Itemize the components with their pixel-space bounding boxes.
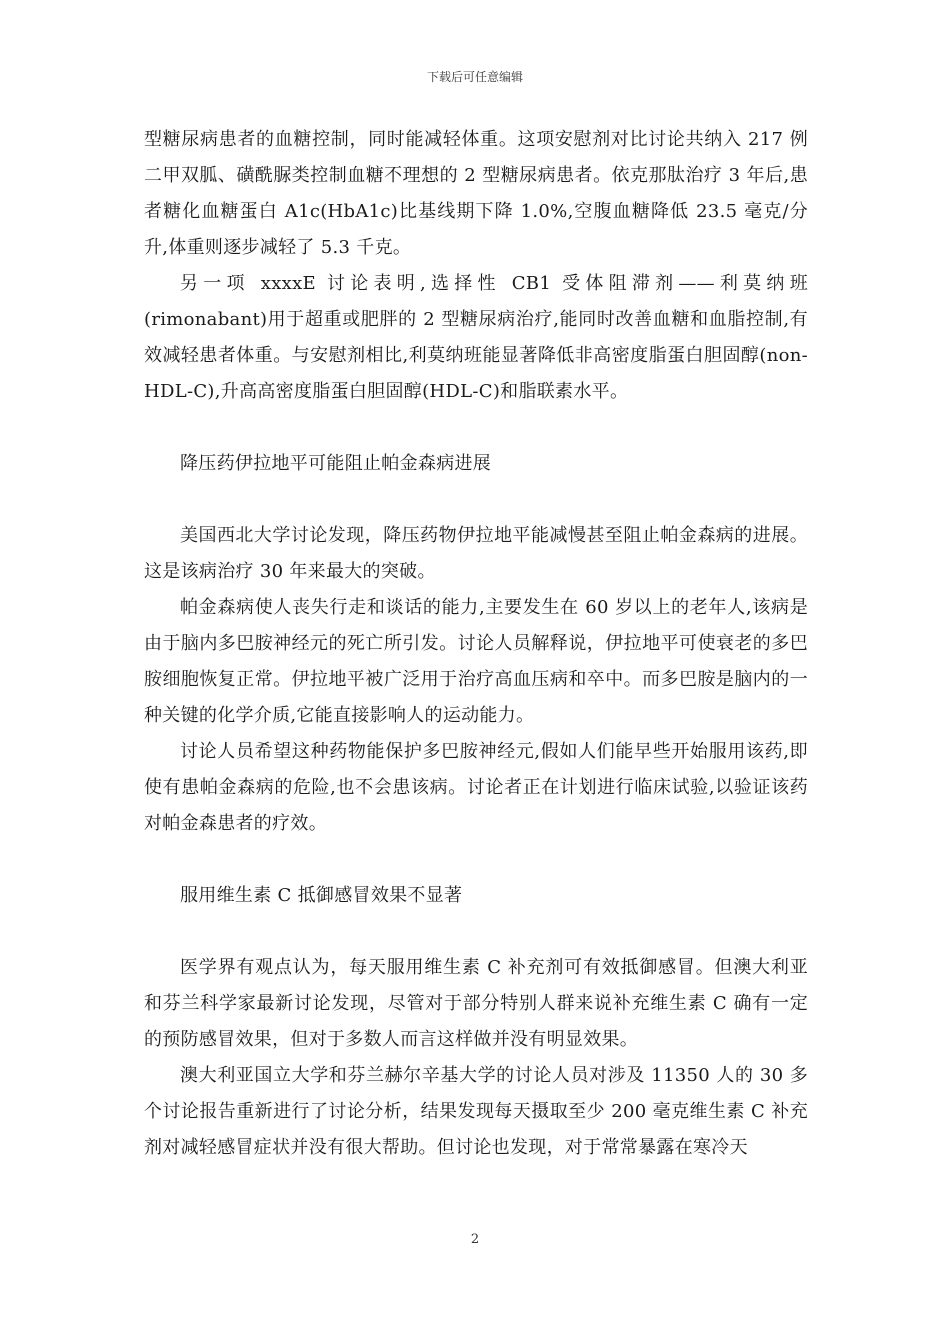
- section-title-vitamin-c: 服用维生素 C 抵御感冒效果不显著: [180, 885, 463, 906]
- page-header: 下载后可任意编辑: [426, 70, 523, 84]
- document-body: [144, 122, 808, 1166]
- paragraph-rimonabant: 另一项 xxxxE 讨论表明,选择性 CB1 受体阻滞剂——利莫纳班(rimonabant)用于超重或肥胖的 2 型糖尿病治疗,能同时改善血糖和血脂控制,有效减轻患者体重。与安慰剂相比,利莫纳班能显著降低非高密度脂蛋白胆固醇(non-HDL-C),升高高密度脂蛋白胆固醇(HDL-C)和脂联素水平。: [144, 273, 808, 402]
- paragraph-parkinson-cause: 帕金森病使人丧失行走和谈话的能力,主要发生在 60 岁以上的老年人,该病是由于脑内多巴胺神经元的死亡所引发。讨论人员解释说，伊拉地平可使衰老的多巴胺细胞恢复正常。伊拉地平被广泛用于治疗高血压病和卒中。而多巴胺是脑内的一种关键的化学介质,它能直接影响人的运动能力。: [144, 597, 808, 726]
- paragraph-vitamin-c-view: 医学界有观点认为，每天服用维生素 C 补充剂可有效抵御感冒。但澳大利亚和芬兰科学家最新讨论发现，尽管对于部分特别人群来说补充维生素 C 确有一定的预防感冒效果，但对于多数人而言这样做并没有明显效果。: [144, 957, 808, 1050]
- paragraph-isradipine-discovery: 美国西北大学讨论发现，降压药物伊拉地平能减慢甚至阻止帕金森病的进展。这是该病治疗 30 年来最大的突破。: [144, 525, 808, 582]
- section-title-isradipine: 降压药伊拉地平可能阻止帕金森病进展: [180, 453, 492, 474]
- paragraph-parkinson-trial: 讨论人员希望这种药物能保护多巴胺神经元,假如人们能早些开始服用该药,即使有患帕金森病的危险,也不会患该病。讨论者正在计划进行临床试验,以验证该药对帕金森患者的疗效。: [144, 741, 808, 834]
- paragraph-vitamin-c-study: 澳大利亚国立大学和芬兰赫尔辛基大学的讨论人员对涉及 11350 人的 30 多个讨论报告重新进行了讨论分析，结果发现每天摄取至少 200 毫克维生素 C 补充剂对减轻感冒症状并没有很大帮助。但讨论也发现，对于常常暴露在寒冷天: [144, 1065, 808, 1158]
- paragraph-diabetes-exenatide: 型糖尿病患者的血糖控制，同时能减轻体重。这项安慰剂对比讨论共纳入 217 例二甲双胍、磺酰脲类控制血糖不理想的 2 型糖尿病患者。依克那肽治疗 3 年后,患者糖化血糖蛋白 A1c(HbA1c)比基线期下降 1.0%,空腹血糖降低 23.5 毫克/分升,体重则逐步减轻了 5.3 千克。: [144, 129, 808, 258]
- page-number: 2: [470, 1232, 480, 1247]
